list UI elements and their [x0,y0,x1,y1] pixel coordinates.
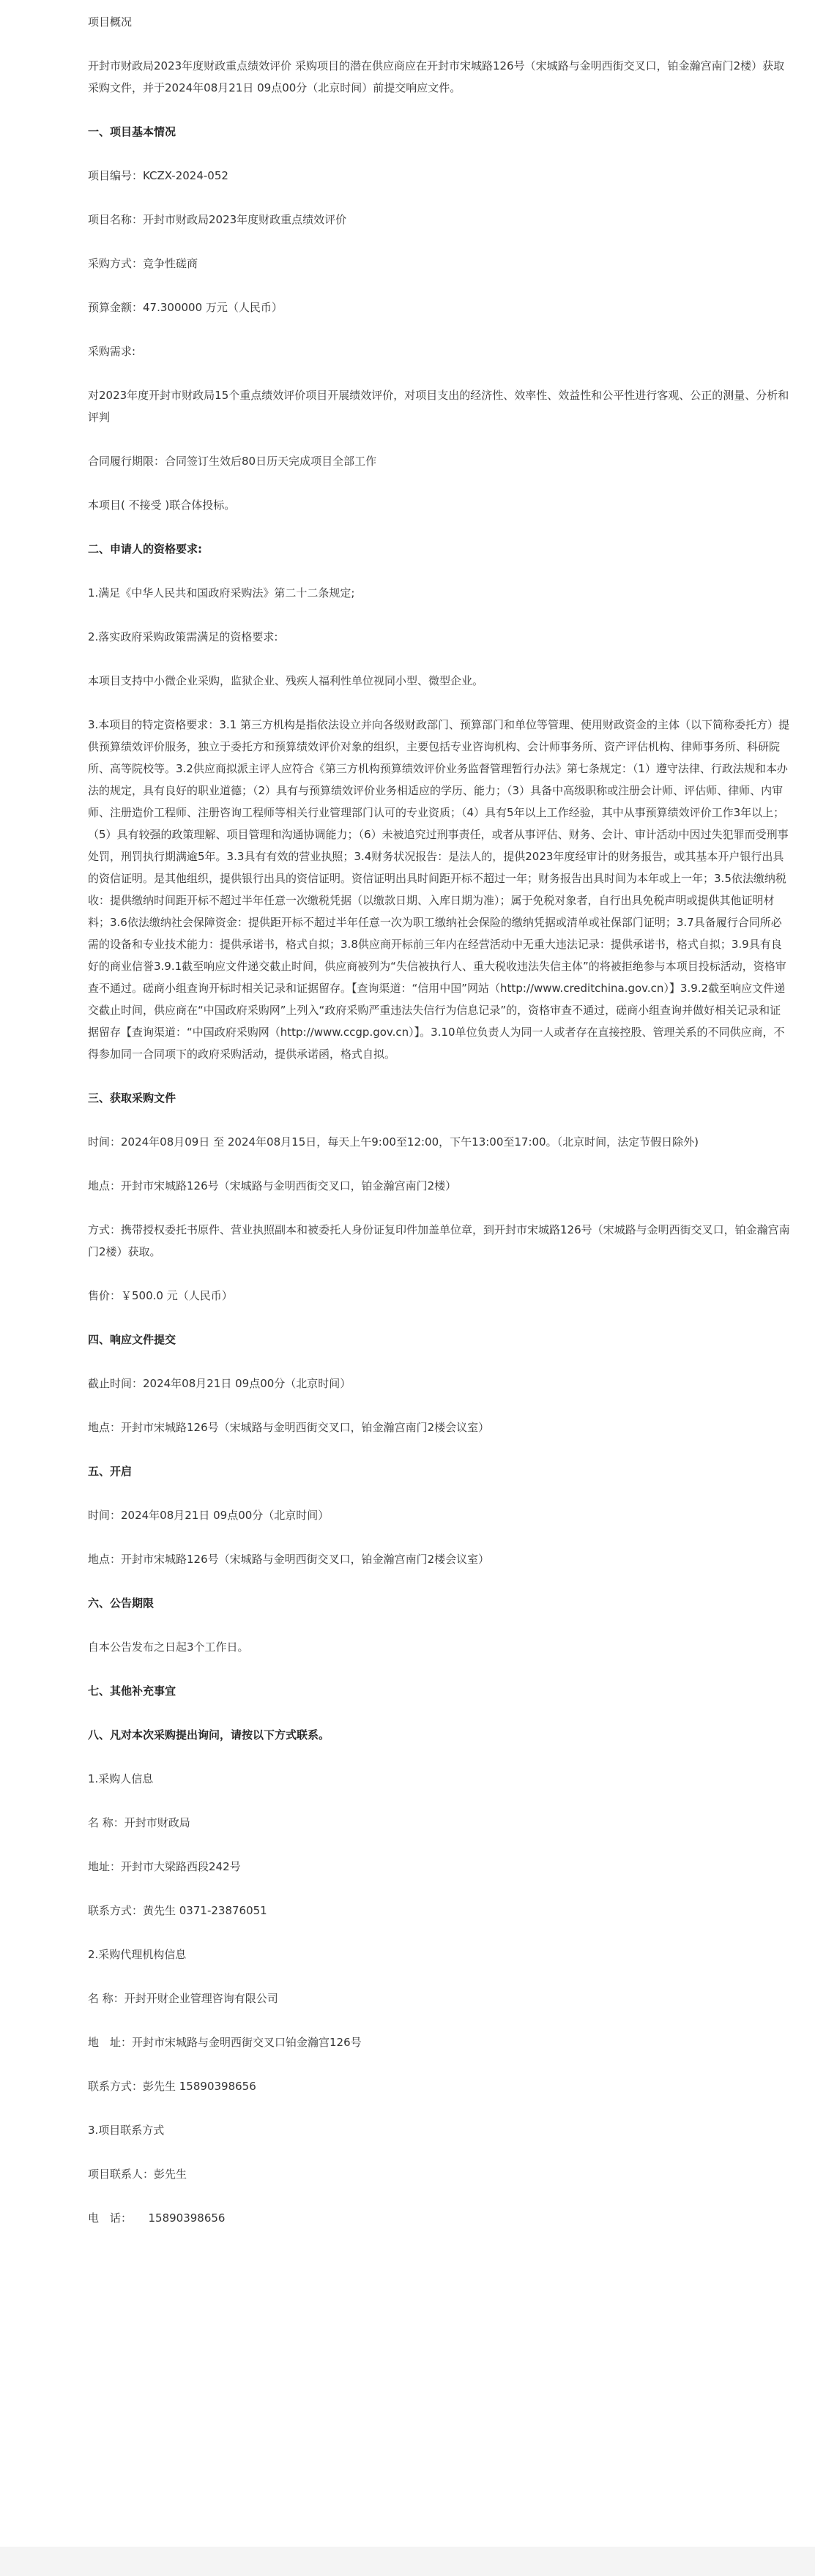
qualification-item-1: 1.满足《中华人民共和国政府采购法》第二十二条规定; [88,586,355,600]
qualification-item-2: 2.落实政府采购政策需满足的资格要求: [88,630,278,643]
project-contact-person: 项目联系人：彭先生 [88,2168,187,2181]
buyer-contact: 联系方式：黄先生 0371-23876051 [88,1904,267,1917]
contract-period: 合同履行期限：合同签订生效后80日历天完成项目全部工作 [88,455,377,468]
acquire-time: 时间：2024年08月09日 至 2024年08月15日，每天上午9:00至12:00，下午13:00至17:00。（北京时间，法定节假日除外) [88,1135,699,1149]
section4-heading: 四、响应文件提交 [88,1333,176,1346]
opening-place: 地点：开封市宋城路126号（宋城路与金明西街交叉口，铂金瀚宫南门2楼会议室） [88,1553,490,1566]
section2-heading: 二、申请人的资格要求: [88,542,202,556]
agency-name: 名 称：开封开财企业管理咨询有限公司 [88,1992,278,2005]
agency-info-title: 2.采购代理机构信息 [88,1948,187,1961]
demand-label: 采购需求: [88,345,136,358]
section1-heading: 一、项目基本情况 [88,125,176,138]
buyer-address: 地址：开封市大梁路西段242号 [88,1860,241,1873]
section8-heading: 八、凡对本次采购提出询问，请按以下方式联系。 [88,1728,330,1741]
submission-deadline: 截止时间：2024年08月21日 09点00分（北京时间） [88,1377,351,1390]
acquire-method: 方式：携带授权委托书原件、营业执照副本和被委托人身份证复印件加盖单位章，到开封市宋城路126号（宋城路与金明西街交叉口，铂金瀚宫南门2楼）获取。 [88,1223,790,1258]
agency-address: 地 址：开封市宋城路与金明西街交叉口铂金瀚宫126号 [88,2036,362,2049]
section3-heading: 三、获取采购文件 [88,1091,176,1105]
opening-time: 时间：2024年08月21日 09点00分（北京时间） [88,1509,330,1522]
consortium-note: 本项目( 不接受 )联合体投标。 [88,499,236,512]
agency-contact: 联系方式：彭先生 15890398656 [88,2080,256,2093]
page-footer-bar [0,2547,815,2576]
section6-heading: 六、公告期限 [88,1597,155,1610]
section5-heading: 五、开启 [88,1465,133,1478]
buyer-name: 名 称：开封市财政局 [88,1816,190,1829]
qualification-item-3: 3.本项目的特定资格要求：3.1 第三方机构是指依法设立并向各级财政部门、预算部门和单位等管理、使用财政资金的主体（以下简称委托方）提供预算绩效评价服务，独立于委托方和预算绩效评价对象的组织，主要包括专业咨询机构、会计师事务所、资产评估机构、律师事务所、科研院所、高等院校等。3.2供应商拟派主评人应符合《第三方机构预算绩效评价业务监督管理暂行办法》第七条规定：（1）遵守法律、行政法规和本办法的规定，具有良好的职业道德；（2）具有与预算绩效评价业务相适应的学历、能力；（3）具备中高级职称或注册会计师、评估师、律师、内审师、注册造价工程师、注册咨询工程师等相关行业管理部门认可的专业资质；（4）具有5年以上工作经验，其中从事预算绩效评价工作3年以上；（5）具有较强的政策理解、项目管理和沟通协调能力；（6）未被追究过刑事责任，或者从事评估、财务、会计、审计活动中因过失犯罪而受刑事处罚，刑罚执行期满逾5年。3.3具有有效的营业执照；3.4财务状况报告：是法人的，提供2023年度经审计的财务报告，或其基本开户银行出具的资信证明。是其他组织，提供银行出具的资信证明。资信证明出具时间距开标不超过一年；财务报告出具时间为本年或上一年；3.5依法缴纳税收：提供缴纳时间距开标不超过半年任意一次缴税凭据（以缴款日期、入库日期为准）；属于免税对象者，自行出具免税声明或提供其他证明材料；3.6依法缴纳社会保障资金：提供距开标不超过半年任意一次为职工缴纳社会保险的缴纳凭据或清单或社保部门证明；3.7具备履行合同所必需的设备和专业技术能力：提供承诺书，格式自拟；3.8供应商开标前三年内在经营活动中无重大违法记录：提供承诺书，格式自拟；3.9具有良好的商业信誉3.9.1截至响应文件递交截止时间，供应商被列为“失信被执行人、重大税收违法失信主体”的将被拒绝参与本项目投标活动，资格审查不通过。磋商小组查询开标时相关记录和证据留存。【查询渠道：“信用中国”网站（http://www.creditchina.gov.cn）】3.9.2截至响应文件递交截止时间，供应商在“中国政府采购网”上列入“政府采购严重违法失信行为信息记录”的，资格审查不通过，磋商小组查询并做好相关记录和证据留存【查询渠道：“中国政府采购网（http://www.ccgp.gov.cn）】。3.10单位负责人为同一人或者存在直接控股、管理关系的不同供应商，不得参加同一合同项下的政府采购活动，提供承诺函，格式自拟。 [88,718,789,1061]
project-number: 项目编号：KCZX-2024-052 [88,169,228,182]
overview-text: 开封市财政局2023年度财政重点绩效评价 采购项目的潜在供应商应在开封市宋城路126号（宋城路与金明西街交叉口，铂金瀚宫南门2楼）获取采购文件，并于2024年08月21日 09点00分（北京时间）前提交响应文件。 [88,59,785,94]
project-contact-phone: 电 话： 15890398656 [88,2211,226,2225]
submission-place: 地点：开封市宋城路126号（宋城路与金明西街交叉口，铂金瀚宫南门2楼会议室） [88,1421,490,1434]
project-contact-title: 3.项目联系方式 [88,2124,165,2137]
buyer-info-title: 1.采购人信息 [88,1772,154,1785]
announcement-period: 自本公告发布之日起3个工作日。 [88,1640,249,1654]
qualification-item-2-detail: 本项目支持中小微企业采购，监狱企业、残疾人福利性单位视同小型、微型企业。 [88,674,484,687]
budget-amount: 预算金额：47.300000 万元（人民币） [88,301,283,314]
section7-heading: 七、其他补充事宜 [88,1684,176,1698]
overview-title: 项目概况 [88,15,133,29]
acquire-place: 地点：开封市宋城路126号（宋城路与金明西街交叉口，铂金瀚宫南门2楼） [88,1179,457,1192]
project-name: 项目名称：开封市财政局2023年度财政重点绩效评价 [88,213,347,226]
document-price: 售价：￥500.0 元（人民币） [88,1289,233,1302]
announcement-content [88,0,791,2229]
procurement-method: 采购方式：竞争性磋商 [88,257,198,270]
demand-text: 对2023年度开封市财政局15个重点绩效评价项目开展绩效评价，对项目支出的经济性、效率性、效益性和公平性进行客观、公正的测量、分析和评判 [88,389,789,424]
